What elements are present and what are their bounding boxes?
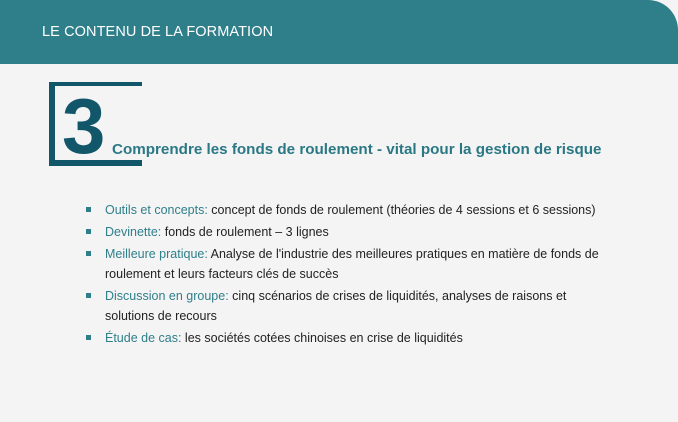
list-item xyxy=(86,222,606,242)
list-item xyxy=(86,328,606,348)
item-text: Analyse de l'industrie des meilleures pratiques en matière de fonds de roulement et leurs facteurs clés de succès xyxy=(105,247,599,281)
bullet-icon xyxy=(86,229,91,234)
item-label: Outils et concepts: xyxy=(105,203,208,217)
item-text: cinq scénarios de crises de liquidités, analyses de raisons et solutions de recours xyxy=(105,289,567,323)
item-label: Meilleure pratique: xyxy=(105,247,208,261)
item-label: Discussion en groupe: xyxy=(105,289,229,303)
item-label: Étude de cas: xyxy=(105,331,182,345)
bullet-icon xyxy=(86,207,91,212)
item-text: concept de fonds de roulement (théories de 4 sessions et 6 sessions) xyxy=(207,203,596,217)
item-text: les sociétés cotées chinoises en crise de liquidités xyxy=(181,331,463,345)
list-item xyxy=(86,286,606,326)
item-label: Devinette: xyxy=(105,225,162,239)
section-number: 3 xyxy=(62,82,106,170)
header-title: LE CONTENU DE LA FORMATION xyxy=(42,24,274,40)
header-banner xyxy=(0,0,678,64)
list-item xyxy=(86,244,606,284)
section-title: Comprendre les fonds de roulement - vital pour la gestion de risque xyxy=(112,141,602,158)
training-content-list xyxy=(86,200,606,350)
item-text: fonds de roulement – 3 lignes xyxy=(161,225,329,239)
bullet-icon xyxy=(86,251,91,256)
bullet-icon xyxy=(86,335,91,340)
list-item xyxy=(86,200,606,220)
bullet-icon xyxy=(86,293,91,298)
